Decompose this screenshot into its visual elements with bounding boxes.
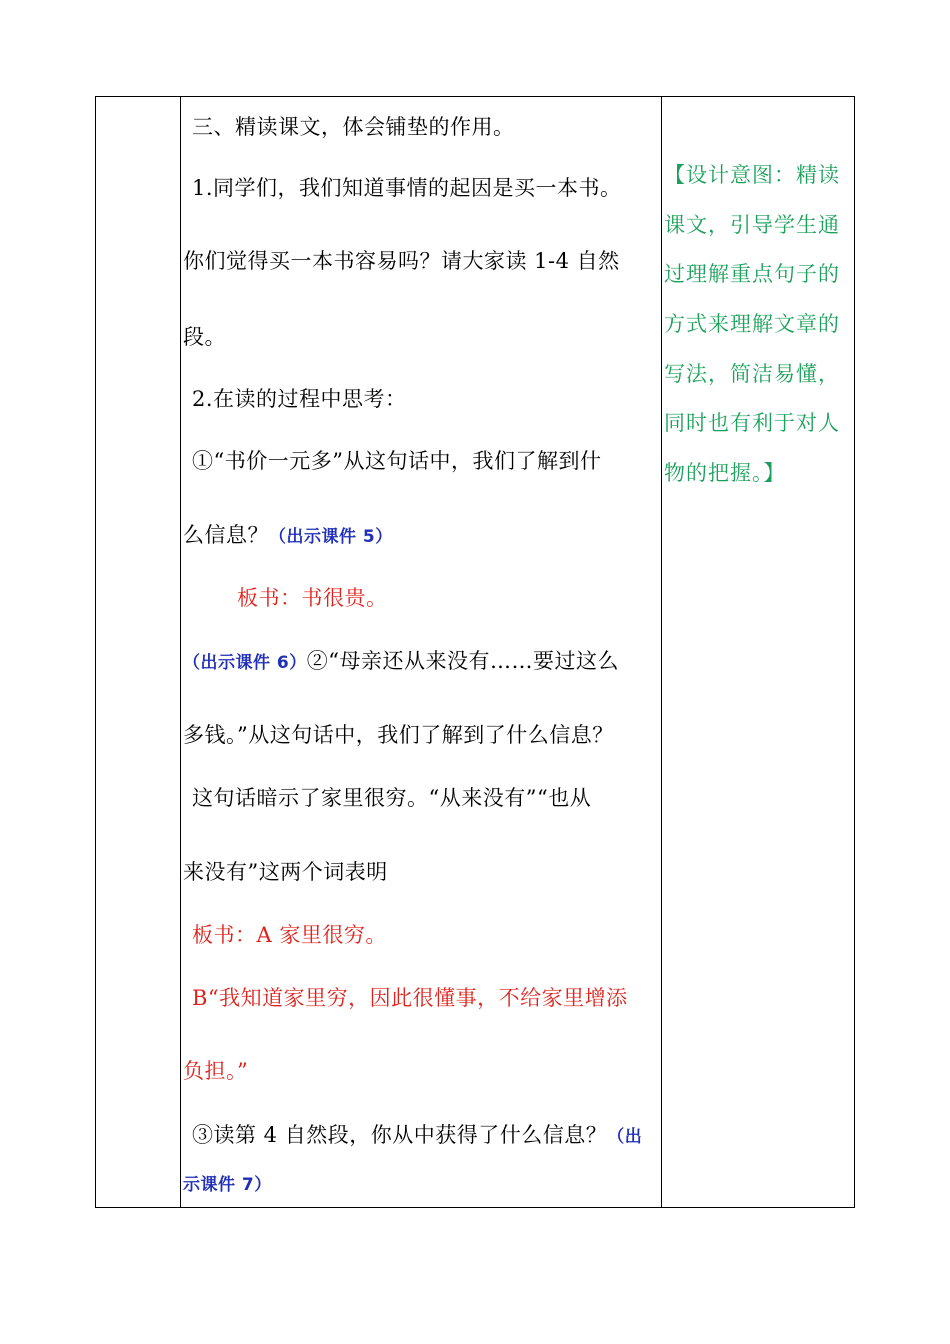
paragraph-line: 你们觉得买一本书容易吗？请大家读 1-4 自然 (183, 249, 620, 273)
design-intent-line: 同时也有利于对人 (664, 411, 840, 435)
column-divider-right (661, 96, 662, 1208)
paragraph-line (183, 648, 619, 676)
paragraph-line (183, 1170, 272, 1198)
paragraph-line: 来没有”这两个词表明 (183, 860, 388, 884)
courseware-label: （出 (607, 1127, 643, 1147)
design-intent-line: 方式来理解文章的 (664, 312, 840, 336)
paragraph-text: ②“母亲还从来没有……要过这么 (306, 649, 619, 673)
courseware-label: 示课件 7） (183, 1175, 272, 1195)
paragraph-line (183, 522, 393, 550)
board-note: 板书：A 家里很穷。 (192, 923, 387, 947)
board-note: 板书：书很贵。 (237, 586, 388, 610)
board-note: 负担。” (183, 1059, 249, 1083)
design-intent-line: 物的把握。】 (664, 461, 786, 485)
paragraph-line: 段。 (183, 325, 226, 349)
paragraph-line: 多钱。”从这句话中，我们了解到了什么信息？ (183, 723, 614, 747)
paragraph-line: ①“书价一元多”从这句话中，我们了解到什 (192, 449, 602, 473)
paragraph-line (192, 1122, 642, 1150)
board-note: B“我知道家里穷，因此很懂事，不给家里增添 (192, 986, 628, 1010)
design-intent-line: 【设计意图：精读 (664, 163, 840, 187)
paragraph-text: 么信息？ (183, 523, 269, 547)
design-intent-line: 课文，引导学生通 (664, 213, 840, 237)
courseware-label: （出示课件 5） (269, 527, 393, 547)
design-intent-line: 写法，简洁易懂， (664, 362, 840, 386)
design-intent-line: 过理解重点句子的 (664, 262, 840, 286)
paragraph-line: 1.同学们，我们知道事情的起因是买一本书。 (192, 176, 622, 200)
paragraph-text: ③读第 4 自然段，你从中获得了什么信息？ (192, 1123, 608, 1147)
courseware-label: （出示课件 6） (183, 653, 307, 673)
paragraph-line: 这句话暗示了家里很穷。“从来没有”“也从 (192, 786, 592, 810)
paragraph-line: 2.在读的过程中思考： (192, 387, 407, 411)
section-heading: 三、精读课文，体会铺垫的作用。 (192, 115, 515, 139)
column-divider-left (180, 96, 181, 1208)
